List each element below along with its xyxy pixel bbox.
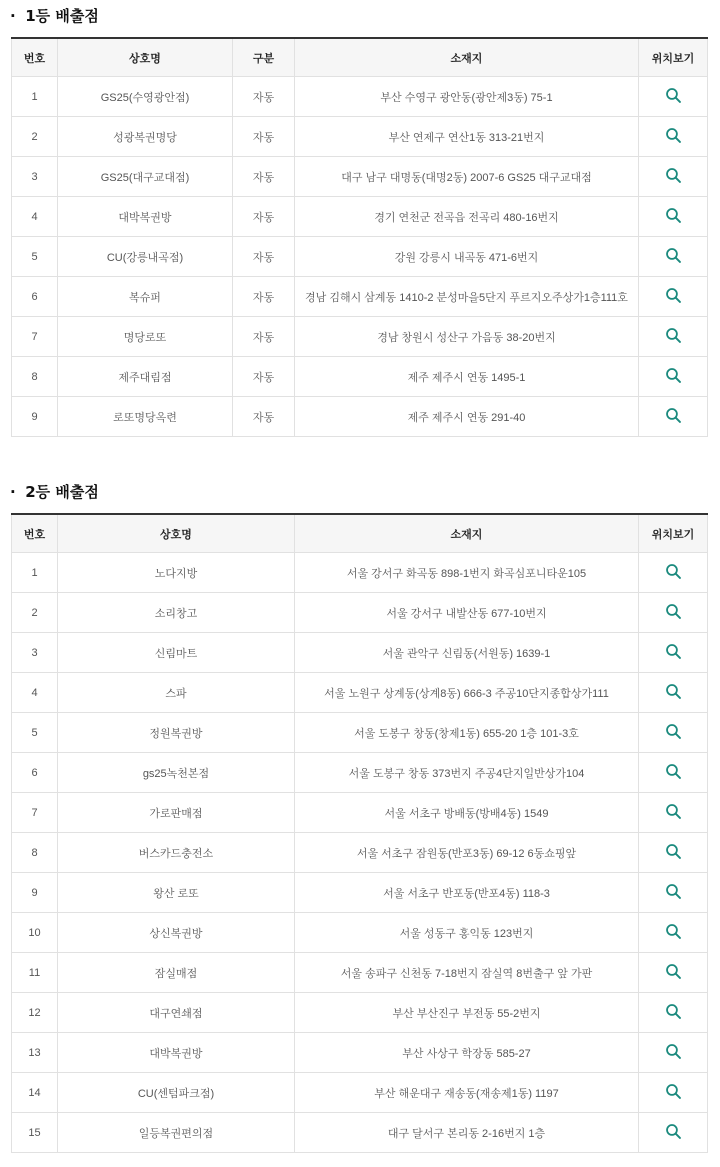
cell-number: 4: [12, 673, 58, 713]
table-row: [12, 913, 708, 953]
cell-location: [639, 77, 708, 117]
cell-location: [639, 873, 708, 913]
search-icon[interactable]: [665, 1083, 682, 1100]
cell-number: 3: [12, 633, 58, 673]
cell-store-name: 신림마트: [58, 633, 295, 673]
search-icon[interactable]: [665, 407, 682, 424]
cell-number: 5: [12, 237, 58, 277]
cell-location: [639, 953, 708, 993]
cell-number: 15: [12, 1113, 58, 1153]
table-row: [12, 277, 708, 317]
section-title-text: 2등 배출점: [25, 483, 99, 501]
column-header-store-name: 상호명: [58, 38, 233, 77]
cell-location: [639, 197, 708, 237]
column-header-number: 번호: [12, 514, 58, 553]
table-row: [12, 157, 708, 197]
cell-type: 자동: [233, 357, 295, 397]
first-prize-table: [11, 37, 708, 437]
table-header-row: [12, 38, 708, 77]
search-icon[interactable]: [665, 127, 682, 144]
cell-number: 1: [12, 77, 58, 117]
cell-address: 부산 수영구 광안동(광안제3동) 75-1: [295, 77, 639, 117]
cell-address: 제주 제주시 연동 1495-1: [295, 357, 639, 397]
cell-address: 대구 달서구 본리동 2-16번지 1층: [295, 1113, 639, 1153]
column-header-address: 소재지: [295, 514, 639, 553]
column-header-type: 구분: [233, 38, 295, 77]
table-row: [12, 197, 708, 237]
cell-location: [639, 553, 708, 593]
cell-number: 8: [12, 357, 58, 397]
cell-location: [639, 633, 708, 673]
search-icon[interactable]: [665, 287, 682, 304]
cell-number: 11: [12, 953, 58, 993]
cell-address: 경남 김해시 삼계동 1410-2 분성마을5단지 푸르지오주상가1층111호: [295, 277, 639, 317]
search-icon[interactable]: [665, 643, 682, 660]
cell-number: 14: [12, 1073, 58, 1113]
cell-address: 대구 남구 대명동(대명2동) 2007-6 GS25 대구교대점: [295, 157, 639, 197]
cell-store-name: 성광복권명당: [58, 117, 233, 157]
cell-location: [639, 833, 708, 873]
cell-location: [639, 913, 708, 953]
search-icon[interactable]: [665, 963, 682, 980]
search-icon[interactable]: [665, 1043, 682, 1060]
cell-address: 서울 성동구 홍익동 123번지: [295, 913, 639, 953]
cell-store-name: 로또명당옥련: [58, 397, 233, 437]
cell-address: 경기 연천군 전곡읍 전곡리 480-16번지: [295, 197, 639, 237]
search-icon[interactable]: [665, 683, 682, 700]
cell-store-name: CU(센텀파크점): [58, 1073, 295, 1113]
cell-location: [639, 1033, 708, 1073]
cell-store-name: 정원복권방: [58, 713, 295, 753]
cell-store-name: 제주대림점: [58, 357, 233, 397]
column-header-location: 위치보기: [639, 514, 708, 553]
cell-type: 자동: [233, 397, 295, 437]
table-row: [12, 993, 708, 1033]
cell-address: 서울 서초구 잠원동(반포3동) 69-12 6동쇼핑앞: [295, 833, 639, 873]
cell-number: 9: [12, 397, 58, 437]
cell-store-name: GS25(수영광안점): [58, 77, 233, 117]
cell-address: 서울 도봉구 창동(창제1동) 655-20 1층 101-3호: [295, 713, 639, 753]
table-row: [12, 753, 708, 793]
cell-number: 12: [12, 993, 58, 1033]
cell-number: 7: [12, 793, 58, 833]
cell-address: 서울 강서구 내발산동 677-10번지: [295, 593, 639, 633]
table-row: [12, 793, 708, 833]
table-row: [12, 397, 708, 437]
cell-address: 서울 노원구 상계동(상계8동) 666-3 주공10단지종합상가111: [295, 673, 639, 713]
table-row: [12, 357, 708, 397]
cell-store-name: 잠실매점: [58, 953, 295, 993]
column-header-number: 번호: [12, 38, 58, 77]
cell-address: 서울 강서구 화곡동 898-1번지 화곡심포니타운105: [295, 553, 639, 593]
cell-type: 자동: [233, 77, 295, 117]
cell-location: [639, 117, 708, 157]
cell-store-name: 대박복권방: [58, 1033, 295, 1073]
table-row: [12, 833, 708, 873]
cell-number: 7: [12, 317, 58, 357]
cell-location: [639, 753, 708, 793]
cell-location: [639, 713, 708, 753]
cell-number: 3: [12, 157, 58, 197]
cell-location: [639, 397, 708, 437]
search-icon[interactable]: [665, 327, 682, 344]
cell-address: 부산 해운대구 재송동(재송제1동) 1197: [295, 1073, 639, 1113]
cell-store-name: 소리창고: [58, 593, 295, 633]
search-icon[interactable]: [665, 803, 682, 820]
cell-location: [639, 157, 708, 197]
cell-address: 서울 도봉구 창동 373번지 주공4단지일반상가104: [295, 753, 639, 793]
cell-address: 부산 부산진구 부전동 55-2번지: [295, 993, 639, 1033]
table-row: [12, 317, 708, 357]
cell-address: 부산 연제구 연산1동 313-21번지: [295, 117, 639, 157]
section-title-1st: [10, 6, 99, 26]
cell-location: [639, 673, 708, 713]
table-row: [12, 593, 708, 633]
table-row: [12, 673, 708, 713]
search-icon[interactable]: [665, 207, 682, 224]
table-row: [12, 1113, 708, 1153]
table-row: [12, 953, 708, 993]
cell-number: 13: [12, 1033, 58, 1073]
search-icon[interactable]: [665, 367, 682, 384]
cell-number: 4: [12, 197, 58, 237]
cell-store-name: CU(강릉내곡점): [58, 237, 233, 277]
cell-number: 5: [12, 713, 58, 753]
table-row: [12, 713, 708, 753]
search-icon[interactable]: [665, 883, 682, 900]
search-icon[interactable]: [665, 723, 682, 740]
cell-type: 자동: [233, 197, 295, 237]
cell-address: 서울 송파구 신천동 7-18번지 잠실역 8번출구 앞 가판: [295, 953, 639, 993]
cell-location: [639, 993, 708, 1033]
search-icon[interactable]: [665, 1123, 682, 1140]
cell-store-name: 일등복권편의점: [58, 1113, 295, 1153]
cell-location: [639, 357, 708, 397]
second-prize-table: [11, 513, 708, 1153]
table-row: [12, 1033, 708, 1073]
cell-location: [639, 237, 708, 277]
table-row: [12, 553, 708, 593]
table-row: [12, 633, 708, 673]
cell-number: 8: [12, 833, 58, 873]
cell-location: [639, 1073, 708, 1113]
search-icon[interactable]: [665, 247, 682, 264]
cell-address: 제주 제주시 연동 291-40: [295, 397, 639, 437]
cell-number: 2: [12, 117, 58, 157]
cell-store-name: 대구연쇄점: [58, 993, 295, 1033]
table-row: [12, 77, 708, 117]
search-icon[interactable]: [665, 923, 682, 940]
column-header-address: 소재지: [295, 38, 639, 77]
cell-type: 자동: [233, 157, 295, 197]
cell-type: 자동: [233, 237, 295, 277]
cell-type: 자동: [233, 117, 295, 157]
cell-store-name: 상신복권방: [58, 913, 295, 953]
search-icon[interactable]: [665, 763, 682, 780]
table-row: [12, 1073, 708, 1113]
cell-number: 6: [12, 753, 58, 793]
section-title-2nd: [10, 482, 99, 502]
table-row: [12, 117, 708, 157]
cell-store-name: 복슈퍼: [58, 277, 233, 317]
cell-store-name: 스파: [58, 673, 295, 713]
cell-number: 10: [12, 913, 58, 953]
bullet: ·: [10, 7, 16, 25]
cell-store-name: 가로판매점: [58, 793, 295, 833]
cell-location: [639, 793, 708, 833]
cell-number: 2: [12, 593, 58, 633]
cell-address: 강원 강릉시 내곡동 471-6번지: [295, 237, 639, 277]
cell-store-name: 왕산 로또: [58, 873, 295, 913]
cell-location: [639, 277, 708, 317]
cell-type: 자동: [233, 317, 295, 357]
search-icon[interactable]: [665, 87, 682, 104]
cell-location: [639, 593, 708, 633]
search-icon[interactable]: [665, 603, 682, 620]
cell-address: 서울 서초구 반포동(반포4동) 118-3: [295, 873, 639, 913]
cell-number: 1: [12, 553, 58, 593]
table-row: [12, 873, 708, 913]
search-icon[interactable]: [665, 563, 682, 580]
section-title-text: 1등 배출점: [25, 7, 99, 25]
search-icon[interactable]: [665, 843, 682, 860]
column-header-store-name: 상호명: [58, 514, 295, 553]
bullet: ·: [10, 483, 16, 501]
search-icon[interactable]: [665, 167, 682, 184]
cell-store-name: 버스카드충전소: [58, 833, 295, 873]
cell-store-name: 대박복권방: [58, 197, 233, 237]
table-row: [12, 237, 708, 277]
cell-store-name: gs25녹천본점: [58, 753, 295, 793]
table-header-row: [12, 514, 708, 553]
cell-number: 9: [12, 873, 58, 913]
cell-address: 서울 서초구 방배동(방배4동) 1549: [295, 793, 639, 833]
cell-address: 경남 창원시 성산구 가음동 38-20번지: [295, 317, 639, 357]
cell-address: 서울 관악구 신림동(서원동) 1639-1: [295, 633, 639, 673]
cell-location: [639, 317, 708, 357]
cell-location: [639, 1113, 708, 1153]
column-header-location: 위치보기: [639, 38, 708, 77]
cell-store-name: 노다지방: [58, 553, 295, 593]
cell-store-name: 명당로또: [58, 317, 233, 357]
cell-store-name: GS25(대구교대점): [58, 157, 233, 197]
cell-address: 부산 사상구 학장동 585-27: [295, 1033, 639, 1073]
cell-type: 자동: [233, 277, 295, 317]
cell-number: 6: [12, 277, 58, 317]
search-icon[interactable]: [665, 1003, 682, 1020]
